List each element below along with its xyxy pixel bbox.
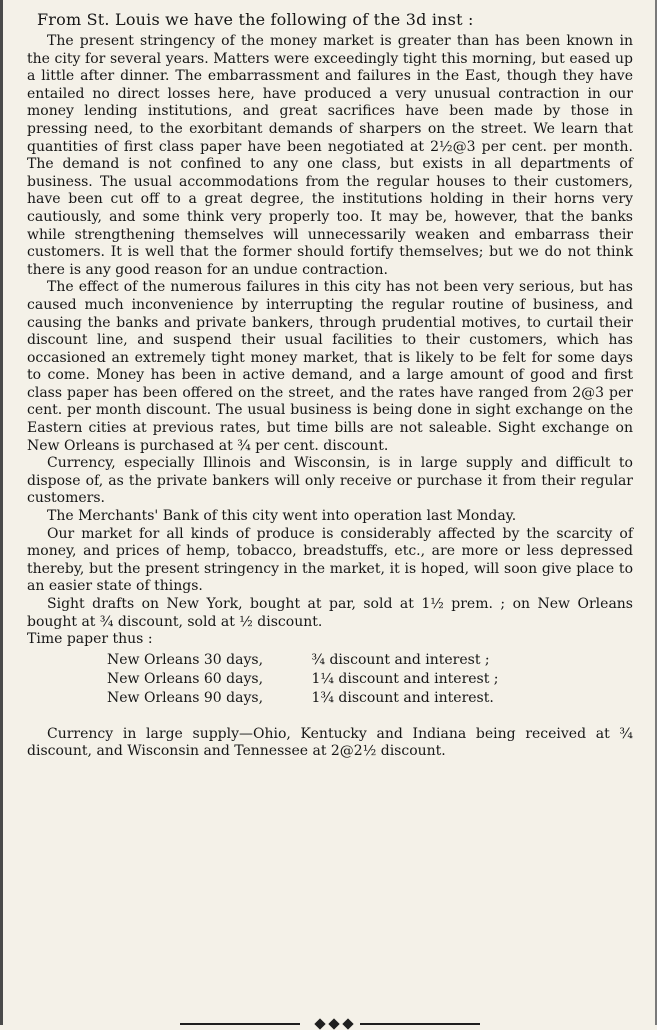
paragraph-merchants-bank: The Merchants' Bank of this city went into operation last Monday. <box>47 508 517 525</box>
paragraph-currency: Currency, especially Illinois and Wisconsin, is in large supply and difficult to dispose of, as the private bankers will only receive or purchase it from their regular customers. <box>27 455 633 507</box>
time-paper-row <box>107 670 633 689</box>
section-divider <box>180 1018 480 1030</box>
divider-ornament <box>342 1018 353 1029</box>
time-paper-terms: 1¾ discount and interest. <box>311 689 494 706</box>
time-paper-terms: ¾ discount and interest ; <box>311 651 490 668</box>
divider-ornament <box>328 1018 339 1029</box>
paragraph-failures: The effect of the numerous failures in this city has not been very serious, but has caused much inconvenience by interrupting the regular routine of business, and causing the banks and private bankers, through prudential motives, to curtail their discount line, and suspend their usual facilities to their customers, which has occasioned an extremely tight money market, that is likely to be felt for some days to come. Money has been in active demand, and a large amount of good and first class paper has been offered on the street, and the rates have ranged from 2@3 per cent. per month discount. The usual business is being done in sight exchange on the Eastern cities at previous rates, but time bills are not saleable. Sight exchange on New Orleans is purchased at ¾ per cent. discount. <box>27 279 633 454</box>
time-paper-city-days: New Orleans 60 days, <box>107 670 264 687</box>
time-paper-city-days: New Orleans 30 days, <box>107 651 264 668</box>
time-paper-list <box>27 651 633 708</box>
time-paper-row <box>107 651 633 670</box>
paragraph-produce: Our market for all kinds of produce is considerably affected by the scarcity of money, and prices of hemp, tobacco, breadstuffs, etc., are more or less depressed thereby, but the present stringency in the market, it is hoped, will soon give place to an easier state of things. <box>27 525 633 595</box>
paragraph-money-market: The present stringency of the money market is greater than has been known in the city for several years. Matters were exceedingly tight this morning, but eased up a little after dinner. The embarrassment and failures in the East, though they have entailed no direct losses here, have produced a very unusual contraction in our money lending institutions, and great sacrifices have been made by those in pressing need, to the exorbitant demands of sharpers on the street. We learn that quantities of first class paper have been negotiated at 2½@3 per cent. per month. The demand is not confined to any one class, but exists in all departments of business. The usual accommodations from the regular houses to their customers, have been cut off to a great degree, the institutions holding in their horns very cautiously, and some think very properly too. It may be, however, that the banks while strengthening themselves will unnecessarily weaken and embarrass their customers. It is well that the former should fortify themselves; but we do not think there is any good reason for an undue contraction. <box>27 33 633 278</box>
paragraph-currency-supply: Currency in large supply—Ohio, Kentucky and Indiana being received at ¾ discount, and Wisconsin and Tennessee at 2@2½ discount. <box>27 725 633 760</box>
time-paper-row <box>107 689 633 708</box>
paragraph-sight-drafts: Sight drafts on New York, bought at par, sold at 1½ prem. ; on New Orleans bought at ¾ discount, sold at ½ discount. <box>27 596 633 630</box>
time-paper-city-days: New Orleans 90 days, <box>107 689 264 706</box>
article-intro: From St. Louis we have the following of the 3d inst : <box>37 10 474 29</box>
time-paper-terms: 1¼ discount and interest ; <box>311 670 499 687</box>
divider-ornament <box>314 1018 325 1029</box>
time-paper-heading: Time paper thus : <box>27 631 153 648</box>
